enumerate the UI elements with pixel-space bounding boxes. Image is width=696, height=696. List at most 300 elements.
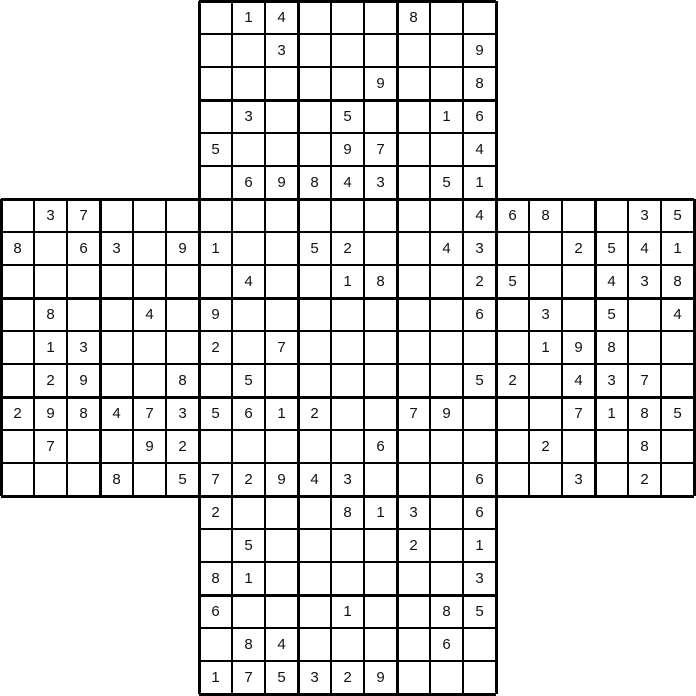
sudoku-cell-r4c12[interactable] [397, 133, 430, 166]
sudoku-cell-r9c1[interactable]: 8 [34, 298, 67, 331]
sudoku-cell-r9c6[interactable]: 9 [199, 298, 232, 331]
sudoku-cell-r13c0[interactable] [1, 430, 34, 463]
sudoku-cell-r14c20[interactable] [661, 463, 694, 496]
sudoku-cell-r2c7[interactable] [232, 67, 265, 100]
sudoku-cell-r8c6[interactable] [199, 265, 232, 298]
sudoku-cell-r2c9[interactable] [298, 67, 331, 100]
sudoku-cell-r10c3[interactable] [100, 331, 133, 364]
sudoku-cell-r16c9[interactable] [298, 529, 331, 562]
sudoku-cell-r8c13[interactable] [430, 265, 463, 298]
sudoku-cell-r13c11[interactable]: 6 [364, 430, 397, 463]
sudoku-cell-r10c12[interactable] [397, 331, 430, 364]
sudoku-cell-r8c11[interactable]: 8 [364, 265, 397, 298]
sudoku-cell-r7c5[interactable]: 9 [166, 232, 199, 265]
sudoku-cell-r15c6[interactable]: 2 [199, 496, 232, 529]
sudoku-cell-r12c11[interactable] [364, 397, 397, 430]
sudoku-cell-r10c1[interactable]: 1 [34, 331, 67, 364]
sudoku-cell-r18c14[interactable]: 5 [463, 595, 496, 628]
sudoku-cell-r0c6[interactable] [199, 1, 232, 34]
sudoku-cell-r4c7[interactable] [232, 133, 265, 166]
sudoku-cell-r10c20[interactable] [661, 331, 694, 364]
sudoku-cell-r13c8[interactable] [265, 430, 298, 463]
sudoku-cell-r6c9[interactable] [298, 199, 331, 232]
sudoku-cell-r7c18[interactable]: 5 [595, 232, 628, 265]
sudoku-cell-r5c14[interactable]: 1 [463, 166, 496, 199]
sudoku-cell-r10c7[interactable] [232, 331, 265, 364]
sudoku-cell-r18c7[interactable] [232, 595, 265, 628]
sudoku-cell-r8c0[interactable] [1, 265, 34, 298]
sudoku-cell-r4c13[interactable] [430, 133, 463, 166]
sudoku-cell-r0c11[interactable] [364, 1, 397, 34]
sudoku-cell-r8c9[interactable] [298, 265, 331, 298]
sudoku-cell-r6c2[interactable]: 7 [67, 199, 100, 232]
sudoku-cell-r19c9[interactable] [298, 628, 331, 661]
sudoku-cell-r17c12[interactable] [397, 562, 430, 595]
sudoku-cell-r10c10[interactable] [331, 331, 364, 364]
sudoku-cell-r8c3[interactable] [100, 265, 133, 298]
sudoku-cell-r14c18[interactable] [595, 463, 628, 496]
grid-band-horizontal [199, 495, 496, 498]
sudoku-cell-r3c9[interactable] [298, 100, 331, 133]
sudoku-cell-r18c8[interactable] [265, 595, 298, 628]
sudoku-cell-r6c6[interactable] [199, 199, 232, 232]
sudoku-cell-r10c18[interactable]: 8 [595, 331, 628, 364]
sudoku-cell-r8c19[interactable]: 3 [628, 265, 661, 298]
sudoku-cell-r14c14[interactable]: 6 [463, 463, 496, 496]
sudoku-cell-r19c7[interactable]: 8 [232, 628, 265, 661]
sudoku-cell-r12c15[interactable] [496, 397, 529, 430]
sudoku-cell-r12c2[interactable]: 8 [67, 397, 100, 430]
sudoku-cell-r3c12[interactable] [397, 100, 430, 133]
sudoku-cell-r8c7[interactable]: 4 [232, 265, 265, 298]
sudoku-cell-r13c19[interactable]: 8 [628, 430, 661, 463]
sudoku-cell-r12c18[interactable]: 1 [595, 397, 628, 430]
sudoku-cell-r9c8[interactable] [265, 298, 298, 331]
sudoku-cell-r11c2[interactable]: 9 [67, 364, 100, 397]
grid-band-vertical [0, 199, 3, 496]
sudoku-cell-r13c13[interactable] [430, 430, 463, 463]
sudoku-cell-r15c14[interactable]: 6 [463, 496, 496, 529]
sudoku-cell-r8c5[interactable] [166, 265, 199, 298]
sudoku-cell-r12c16[interactable] [529, 397, 562, 430]
sudoku-cell-r20c10[interactable]: 2 [331, 661, 364, 694]
sudoku-cell-r12c9[interactable]: 2 [298, 397, 331, 430]
sudoku-cell-r2c14[interactable]: 8 [463, 67, 496, 100]
sudoku-cell-r5c7[interactable]: 6 [232, 166, 265, 199]
sudoku-cell-r6c1[interactable]: 3 [34, 199, 67, 232]
sudoku-cell-r8c20[interactable]: 8 [661, 265, 694, 298]
sudoku-cell-r1c11[interactable] [364, 34, 397, 67]
sudoku-cell-r0c13[interactable] [430, 1, 463, 34]
sudoku-cell-r14c16[interactable] [529, 463, 562, 496]
sudoku-cell-r0c14[interactable] [463, 1, 496, 34]
sudoku-cell-r8c10[interactable]: 1 [331, 265, 364, 298]
sudoku-cell-r14c9[interactable]: 4 [298, 463, 331, 496]
sudoku-cell-r6c10[interactable] [331, 199, 364, 232]
sudoku-cell-r17c8[interactable] [265, 562, 298, 595]
sudoku-cell-r6c5[interactable] [166, 199, 199, 232]
sudoku-cell-r8c17[interactable] [562, 265, 595, 298]
sudoku-cell-r10c4[interactable] [133, 331, 166, 364]
sudoku-cell-r16c14[interactable]: 1 [463, 529, 496, 562]
sudoku-cell-r7c19[interactable]: 4 [628, 232, 661, 265]
sudoku-cell-r5c11[interactable]: 3 [364, 166, 397, 199]
sudoku-cell-r4c10[interactable]: 9 [331, 133, 364, 166]
sudoku-cell-r17c7[interactable]: 1 [232, 562, 265, 595]
sudoku-cell-r9c7[interactable] [232, 298, 265, 331]
sudoku-cell-r18c12[interactable] [397, 595, 430, 628]
sudoku-cell-r9c0[interactable] [1, 298, 34, 331]
sudoku-cell-r13c7[interactable] [232, 430, 265, 463]
sudoku-cell-r14c1[interactable] [34, 463, 67, 496]
sudoku-cell-r7c20[interactable]: 1 [661, 232, 694, 265]
sudoku-cell-r1c8[interactable]: 3 [265, 34, 298, 67]
sudoku-cell-r20c9[interactable]: 3 [298, 661, 331, 694]
sudoku-cell-r13c20[interactable] [661, 430, 694, 463]
sudoku-cell-r5c8[interactable]: 9 [265, 166, 298, 199]
sudoku-cell-r16c6[interactable] [199, 529, 232, 562]
sudoku-cell-r17c10[interactable] [331, 562, 364, 595]
sudoku-cell-r20c11[interactable]: 9 [364, 661, 397, 694]
sudoku-cell-r19c10[interactable] [331, 628, 364, 661]
sudoku-cell-r17c14[interactable]: 3 [463, 562, 496, 595]
sudoku-cell-r10c0[interactable] [1, 331, 34, 364]
sudoku-cell-r14c17[interactable]: 3 [562, 463, 595, 496]
sudoku-cell-r1c6[interactable] [199, 34, 232, 67]
sudoku-cell-r2c8[interactable] [265, 67, 298, 100]
sudoku-cell-r16c12[interactable]: 2 [397, 529, 430, 562]
sudoku-cell-r13c4[interactable]: 9 [133, 430, 166, 463]
sudoku-cell-r11c16[interactable] [529, 364, 562, 397]
sudoku-cell-r7c11[interactable] [364, 232, 397, 265]
sudoku-cell-r6c20[interactable]: 5 [661, 199, 694, 232]
sudoku-cell-r17c11[interactable] [364, 562, 397, 595]
sudoku-cell-r9c3[interactable] [100, 298, 133, 331]
sudoku-cell-r6c12[interactable] [397, 199, 430, 232]
sudoku-cell-r8c1[interactable] [34, 265, 67, 298]
sudoku-cell-r12c5[interactable]: 3 [166, 397, 199, 430]
sudoku-cell-r9c10[interactable] [331, 298, 364, 331]
sudoku-cell-r10c8[interactable]: 7 [265, 331, 298, 364]
sudoku-cell-r15c10[interactable]: 8 [331, 496, 364, 529]
sudoku-cell-r11c17[interactable]: 4 [562, 364, 595, 397]
sudoku-cell-r4c14[interactable]: 4 [463, 133, 496, 166]
sudoku-cell-r11c0[interactable] [1, 364, 34, 397]
sudoku-cell-r7c0[interactable]: 8 [1, 232, 34, 265]
sudoku-cell-r5c9[interactable]: 8 [298, 166, 331, 199]
sudoku-cell-r19c6[interactable] [199, 628, 232, 661]
sudoku-cell-r7c10[interactable]: 2 [331, 232, 364, 265]
sudoku-cell-r2c13[interactable] [430, 67, 463, 100]
sudoku-cell-r6c15[interactable]: 6 [496, 199, 529, 232]
sudoku-cell-r3c14[interactable]: 6 [463, 100, 496, 133]
sudoku-cell-r5c12[interactable] [397, 166, 430, 199]
sudoku-cell-r10c11[interactable] [364, 331, 397, 364]
sudoku-cell-r9c19[interactable] [628, 298, 661, 331]
sudoku-cell-r9c9[interactable] [298, 298, 331, 331]
sudoku-cell-r9c15[interactable] [496, 298, 529, 331]
sudoku-cell-r8c8[interactable] [265, 265, 298, 298]
sudoku-cell-r18c10[interactable]: 1 [331, 595, 364, 628]
sudoku-cell-r12c17[interactable]: 7 [562, 397, 595, 430]
sudoku-cell-r4c8[interactable] [265, 133, 298, 166]
sudoku-cell-r11c11[interactable] [364, 364, 397, 397]
sudoku-cell-r12c3[interactable]: 4 [100, 397, 133, 430]
sudoku-cell-r3c13[interactable]: 1 [430, 100, 463, 133]
sudoku-cell-r14c3[interactable]: 8 [100, 463, 133, 496]
sudoku-cell-r13c2[interactable] [67, 430, 100, 463]
sudoku-cell-r6c0[interactable] [1, 199, 34, 232]
sudoku-cell-r13c12[interactable] [397, 430, 430, 463]
sudoku-cell-r10c9[interactable] [298, 331, 331, 364]
sudoku-cell-r3c8[interactable] [265, 100, 298, 133]
sudoku-cell-r14c4[interactable] [133, 463, 166, 496]
sudoku-cell-r1c7[interactable] [232, 34, 265, 67]
sudoku-cell-r11c9[interactable] [298, 364, 331, 397]
sudoku-cell-r10c14[interactable] [463, 331, 496, 364]
sudoku-cell-r7c14[interactable]: 3 [463, 232, 496, 265]
sudoku-cell-r11c13[interactable] [430, 364, 463, 397]
sudoku-cell-r6c4[interactable] [133, 199, 166, 232]
sudoku-cell-r10c16[interactable]: 1 [529, 331, 562, 364]
sudoku-cell-r12c1[interactable]: 9 [34, 397, 67, 430]
sudoku-cell-r10c2[interactable]: 3 [67, 331, 100, 364]
sudoku-cell-r14c15[interactable] [496, 463, 529, 496]
sudoku-cell-r11c15[interactable]: 2 [496, 364, 529, 397]
sudoku-cell-r12c7[interactable]: 6 [232, 397, 265, 430]
sudoku-cell-r9c20[interactable]: 4 [661, 298, 694, 331]
sudoku-cell-r14c13[interactable] [430, 463, 463, 496]
sudoku-cell-r11c4[interactable] [133, 364, 166, 397]
sudoku-cell-r5c10[interactable]: 4 [331, 166, 364, 199]
sudoku-cell-r6c3[interactable] [100, 199, 133, 232]
sudoku-cell-r12c14[interactable] [463, 397, 496, 430]
sudoku-cell-r1c9[interactable] [298, 34, 331, 67]
sudoku-cell-r15c13[interactable] [430, 496, 463, 529]
sudoku-cell-r20c6[interactable]: 1 [199, 661, 232, 694]
sudoku-cell-r12c19[interactable]: 8 [628, 397, 661, 430]
sudoku-cell-r2c11[interactable]: 9 [364, 67, 397, 100]
sudoku-cell-r10c6[interactable]: 2 [199, 331, 232, 364]
sudoku-cell-r12c12[interactable]: 7 [397, 397, 430, 430]
sudoku-cell-r8c4[interactable] [133, 265, 166, 298]
sudoku-cell-r6c7[interactable] [232, 199, 265, 232]
sudoku-cell-r17c6[interactable]: 8 [199, 562, 232, 595]
sudoku-cell-r19c8[interactable]: 4 [265, 628, 298, 661]
sudoku-cell-r7c6[interactable]: 1 [199, 232, 232, 265]
sudoku-cell-r7c7[interactable] [232, 232, 265, 265]
grid-band-horizontal [199, 99, 496, 102]
sudoku-cell-r11c6[interactable] [199, 364, 232, 397]
sudoku-cell-r11c1[interactable]: 2 [34, 364, 67, 397]
sudoku-cell-r7c1[interactable] [34, 232, 67, 265]
sudoku-cell-r16c13[interactable] [430, 529, 463, 562]
sudoku-cell-r10c13[interactable] [430, 331, 463, 364]
sudoku-cell-r10c15[interactable] [496, 331, 529, 364]
sudoku-cell-r8c2[interactable] [67, 265, 100, 298]
sudoku-cell-r9c18[interactable]: 5 [595, 298, 628, 331]
sudoku-cell-r13c3[interactable] [100, 430, 133, 463]
sudoku-cell-r14c2[interactable] [67, 463, 100, 496]
sudoku-cell-r11c19[interactable]: 7 [628, 364, 661, 397]
sudoku-cell-r15c12[interactable]: 3 [397, 496, 430, 529]
sudoku-cell-r9c2[interactable] [67, 298, 100, 331]
sudoku-cell-r13c16[interactable]: 2 [529, 430, 562, 463]
sudoku-cell-r15c9[interactable] [298, 496, 331, 529]
sudoku-cell-r12c8[interactable]: 1 [265, 397, 298, 430]
sudoku-cell-r10c17[interactable]: 9 [562, 331, 595, 364]
sudoku-cell-r7c2[interactable]: 6 [67, 232, 100, 265]
sudoku-cell-r15c11[interactable]: 1 [364, 496, 397, 529]
sudoku-cell-r2c10[interactable] [331, 67, 364, 100]
sudoku-cell-r11c14[interactable]: 5 [463, 364, 496, 397]
sudoku-cell-r11c5[interactable]: 8 [166, 364, 199, 397]
sudoku-cell-r13c5[interactable]: 2 [166, 430, 199, 463]
sudoku-cell-r12c0[interactable]: 2 [1, 397, 34, 430]
sudoku-cell-r12c10[interactable] [331, 397, 364, 430]
sudoku-cell-r11c18[interactable]: 3 [595, 364, 628, 397]
sudoku-cell-r8c16[interactable] [529, 265, 562, 298]
sudoku-cell-r2c6[interactable] [199, 67, 232, 100]
sudoku-cell-r14c5[interactable]: 5 [166, 463, 199, 496]
sudoku-cell-r13c17[interactable] [562, 430, 595, 463]
sudoku-cell-r9c11[interactable] [364, 298, 397, 331]
sudoku-cell-r18c9[interactable] [298, 595, 331, 628]
sudoku-cell-r13c14[interactable] [463, 430, 496, 463]
sudoku-cell-r16c7[interactable]: 5 [232, 529, 265, 562]
sudoku-cell-r19c11[interactable] [364, 628, 397, 661]
sudoku-cell-r8c12[interactable] [397, 265, 430, 298]
sudoku-cell-r9c5[interactable] [166, 298, 199, 331]
sudoku-cell-r6c16[interactable]: 8 [529, 199, 562, 232]
sudoku-cell-r7c15[interactable] [496, 232, 529, 265]
sudoku-cell-r9c13[interactable] [430, 298, 463, 331]
sudoku-cell-r11c7[interactable]: 5 [232, 364, 265, 397]
sudoku-cell-r15c7[interactable] [232, 496, 265, 529]
sudoku-cell-r6c14[interactable]: 4 [463, 199, 496, 232]
sudoku-cell-r12c6[interactable]: 5 [199, 397, 232, 430]
sudoku-cell-r20c8[interactable]: 5 [265, 661, 298, 694]
sudoku-cell-r14c10[interactable]: 3 [331, 463, 364, 496]
sudoku-cell-r1c14[interactable]: 9 [463, 34, 496, 67]
sudoku-cell-r9c17[interactable] [562, 298, 595, 331]
sudoku-cell-r12c13[interactable]: 9 [430, 397, 463, 430]
sudoku-cell-r18c13[interactable]: 8 [430, 595, 463, 628]
sudoku-cell-r19c13[interactable]: 6 [430, 628, 463, 661]
sudoku-cell-r13c15[interactable] [496, 430, 529, 463]
sudoku-cell-r20c13[interactable] [430, 661, 463, 694]
sudoku-cell-r1c12[interactable] [397, 34, 430, 67]
sudoku-cell-r13c18[interactable] [595, 430, 628, 463]
sudoku-cell-r18c6[interactable]: 6 [199, 595, 232, 628]
sudoku-cell-r6c18[interactable] [595, 199, 628, 232]
sudoku-cell-r6c19[interactable]: 3 [628, 199, 661, 232]
sudoku-cell-r5c6[interactable] [199, 166, 232, 199]
sudoku-cell-r9c4[interactable]: 4 [133, 298, 166, 331]
sudoku-cell-r15c8[interactable] [265, 496, 298, 529]
sudoku-cell-r2c12[interactable] [397, 67, 430, 100]
sudoku-cell-r12c20[interactable]: 5 [661, 397, 694, 430]
sudoku-cell-r14c6[interactable]: 7 [199, 463, 232, 496]
sudoku-cell-r8c18[interactable]: 4 [595, 265, 628, 298]
sudoku-cell-r9c16[interactable]: 3 [529, 298, 562, 331]
sudoku-cell-r13c1[interactable]: 7 [34, 430, 67, 463]
sudoku-cell-r6c13[interactable] [430, 199, 463, 232]
sudoku-cell-r17c13[interactable] [430, 562, 463, 595]
sudoku-cell-r17c9[interactable] [298, 562, 331, 595]
sudoku-cell-r11c20[interactable] [661, 364, 694, 397]
sudoku-cell-r13c6[interactable] [199, 430, 232, 463]
sudoku-cell-r14c11[interactable] [364, 463, 397, 496]
sudoku-cell-r5c13[interactable]: 5 [430, 166, 463, 199]
sudoku-cell-r0c9[interactable] [298, 1, 331, 34]
sudoku-cell-r18c11[interactable] [364, 595, 397, 628]
sudoku-cell-r11c8[interactable] [265, 364, 298, 397]
sudoku-cell-r4c11[interactable]: 7 [364, 133, 397, 166]
sudoku-cell-r9c14[interactable]: 6 [463, 298, 496, 331]
sudoku-cell-r11c12[interactable] [397, 364, 430, 397]
sudoku-cell-r11c10[interactable] [331, 364, 364, 397]
sudoku-cell-r0c8[interactable]: 4 [265, 1, 298, 34]
sudoku-cell-r0c12[interactable]: 8 [397, 1, 430, 34]
sudoku-cell-r0c10[interactable] [331, 1, 364, 34]
sudoku-cell-r9c12[interactable] [397, 298, 430, 331]
sudoku-cell-r20c14[interactable] [463, 661, 496, 694]
sudoku-cell-r7c16[interactable] [529, 232, 562, 265]
sudoku-cell-r7c9[interactable]: 5 [298, 232, 331, 265]
sudoku-cell-r19c14[interactable] [463, 628, 496, 661]
sudoku-cell-r7c4[interactable] [133, 232, 166, 265]
sudoku-cell-r16c10[interactable] [331, 529, 364, 562]
sudoku-cell-r6c17[interactable] [562, 199, 595, 232]
sudoku-cell-r6c11[interactable] [364, 199, 397, 232]
sudoku-cell-r14c0[interactable] [1, 463, 34, 496]
sudoku-cell-r14c7[interactable]: 2 [232, 463, 265, 496]
sudoku-cell-r3c10[interactable]: 5 [331, 100, 364, 133]
sudoku-cell-r4c9[interactable] [298, 133, 331, 166]
sudoku-cell-r1c10[interactable] [331, 34, 364, 67]
sudoku-cell-r0c7[interactable]: 1 [232, 1, 265, 34]
sudoku-cell-r3c7[interactable]: 3 [232, 100, 265, 133]
sudoku-cell-r7c17[interactable]: 2 [562, 232, 595, 265]
sudoku-cell-r13c9[interactable] [298, 430, 331, 463]
sudoku-cell-r3c11[interactable] [364, 100, 397, 133]
sudoku-cell-r16c11[interactable] [364, 529, 397, 562]
sudoku-cell-r12c4[interactable]: 7 [133, 397, 166, 430]
sudoku-cell-r14c19[interactable]: 2 [628, 463, 661, 496]
sudoku-cell-r8c15[interactable]: 5 [496, 265, 529, 298]
sudoku-cell-r13c10[interactable] [331, 430, 364, 463]
sudoku-cell-r7c8[interactable] [265, 232, 298, 265]
sudoku-cell-r19c12[interactable] [397, 628, 430, 661]
sudoku-cell-r14c12[interactable] [397, 463, 430, 496]
sudoku-cell-r7c12[interactable] [397, 232, 430, 265]
sudoku-cell-r7c3[interactable]: 3 [100, 232, 133, 265]
sudoku-cell-r20c7[interactable]: 7 [232, 661, 265, 694]
sudoku-cell-r3c6[interactable] [199, 100, 232, 133]
sudoku-cell-r14c8[interactable]: 9 [265, 463, 298, 496]
sudoku-cell-r20c12[interactable] [397, 661, 430, 694]
sudoku-cell-r16c8[interactable] [265, 529, 298, 562]
sudoku-cell-r1c13[interactable] [430, 34, 463, 67]
sudoku-cell-r8c14[interactable]: 2 [463, 265, 496, 298]
sudoku-cell-r7c13[interactable]: 4 [430, 232, 463, 265]
sudoku-cell-r11c3[interactable] [100, 364, 133, 397]
sudoku-cell-r10c5[interactable] [166, 331, 199, 364]
sudoku-cell-r6c8[interactable] [265, 199, 298, 232]
sudoku-cell-r4c6[interactable]: 5 [199, 133, 232, 166]
sudoku-cell-r10c19[interactable] [628, 331, 661, 364]
